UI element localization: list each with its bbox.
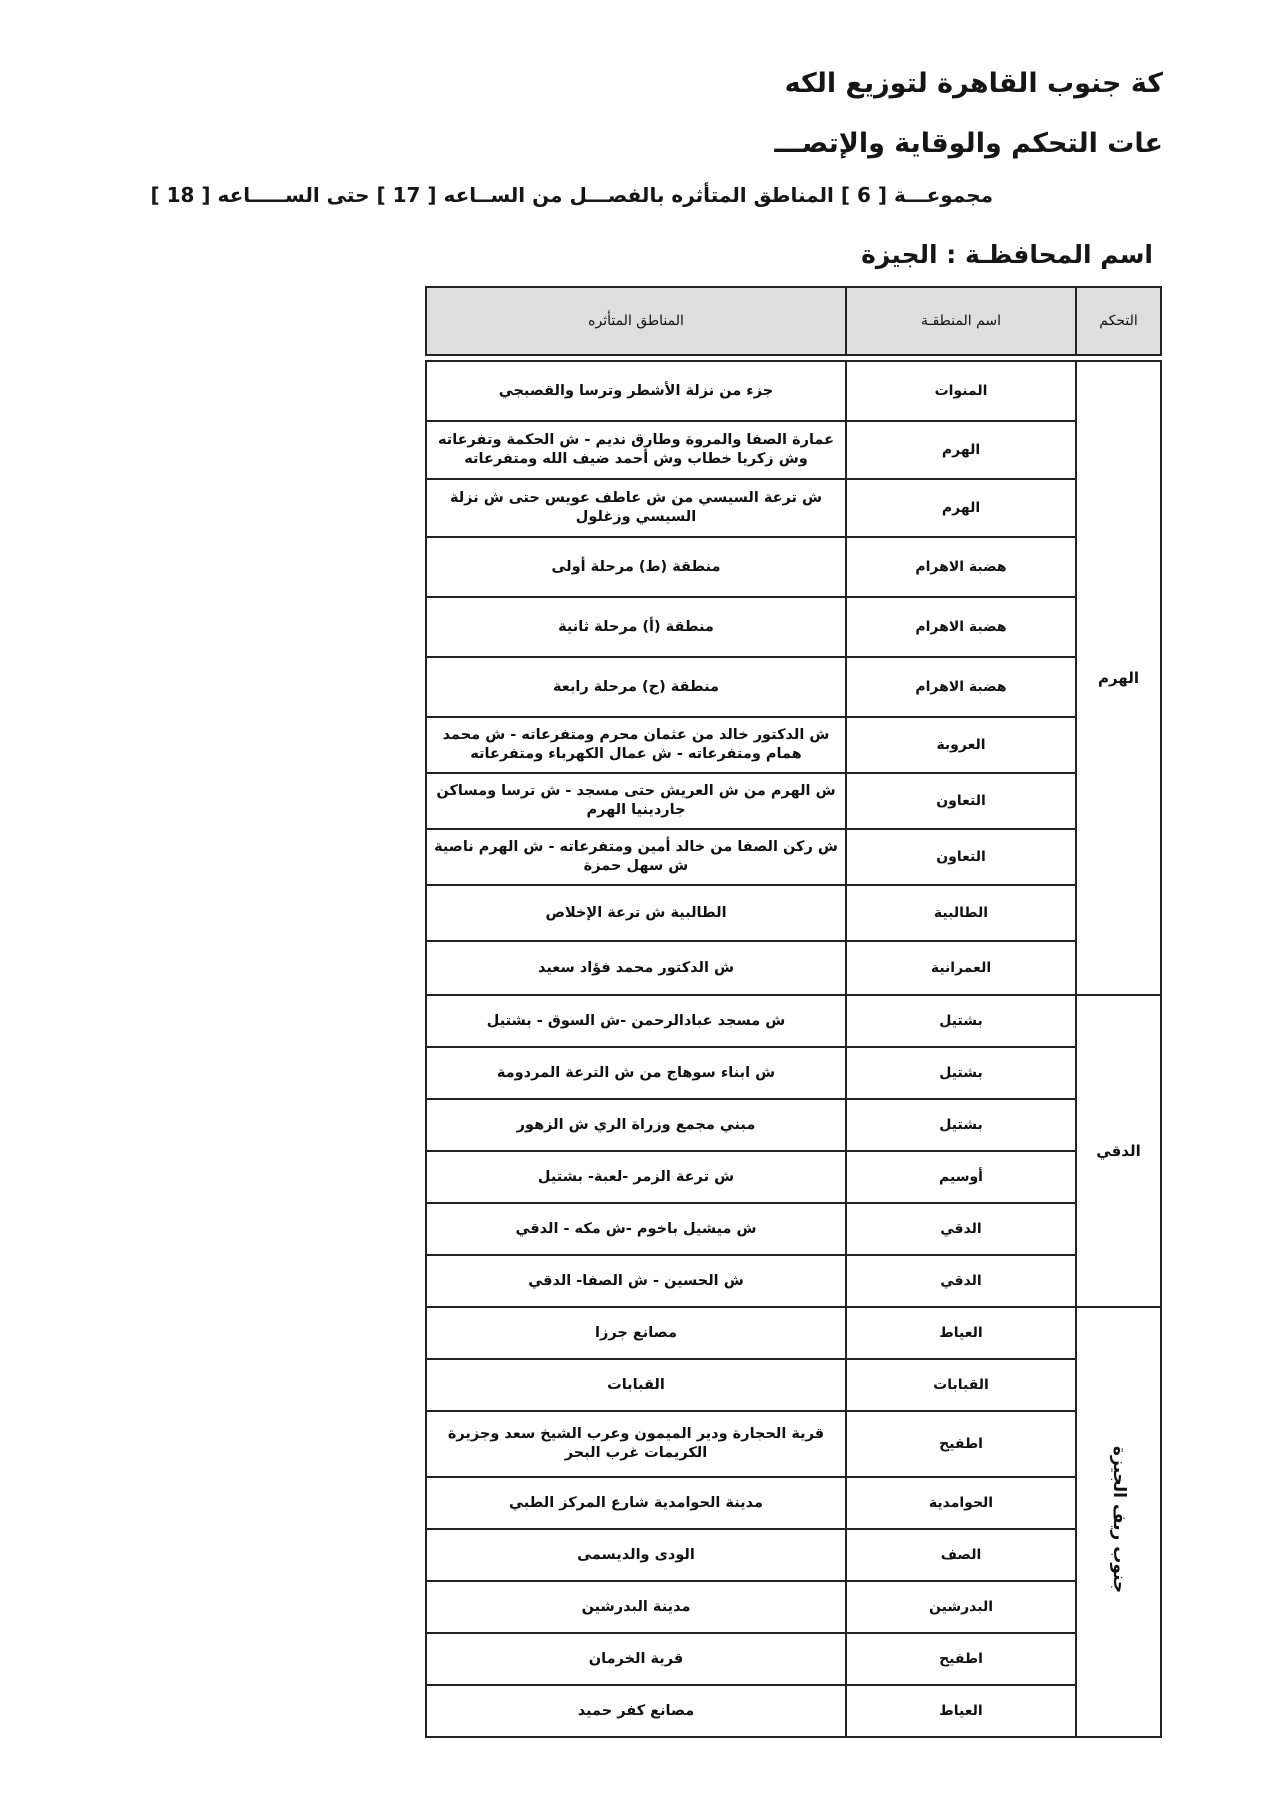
table-row — [426, 995, 1161, 1047]
area-name-cell: التعاون — [846, 829, 1076, 885]
sector-name: عات التحكم والوقاية والإتصـــ — [774, 128, 1163, 159]
table-row — [426, 1099, 1161, 1151]
affected-areas-cell: ش الحسين - ش الصفا- الدقي — [426, 1255, 846, 1307]
affected-areas-cell: مدينة البدرشين — [426, 1581, 846, 1633]
table-row — [426, 1529, 1161, 1581]
area-name-cell: بشتيل — [846, 995, 1076, 1047]
area-name-cell: البدرشين — [846, 1581, 1076, 1633]
table-row — [426, 829, 1161, 885]
affected-areas-cell: منطقة (ح) مرحلة رابعة — [426, 657, 846, 717]
affected-areas-cell: ش ميشيل باخوم -ش مكه - الدقي — [426, 1203, 846, 1255]
affected-areas-cell: منطقة (أ) مرحلة ثانية — [426, 597, 846, 657]
affected-areas-cell: ش الدكتور خالد من عثمان محرم ومتفرعاته - ش محمد همام ومتفرعاته - ش عمال الكهرباء ومتفرعاته — [426, 717, 846, 773]
table-row — [426, 1255, 1161, 1307]
table-row — [426, 597, 1161, 657]
area-name-cell: أوسيم — [846, 1151, 1076, 1203]
control-sector-cell — [1076, 361, 1161, 995]
affected-areas-cell: مدينة الحوامدية شارع المركز الطبي — [426, 1477, 846, 1529]
column-header-area: اسم المنطقـة — [846, 287, 1076, 355]
area-name-cell: بشتيل — [846, 1047, 1076, 1099]
control-sector-cell — [1076, 995, 1161, 1307]
table-row — [426, 1359, 1161, 1411]
table-row — [426, 1633, 1161, 1685]
affected-areas-cell: مبني مجمع وزراة الري ش الزهور — [426, 1099, 846, 1151]
table-row — [426, 1477, 1161, 1529]
area-name-cell: الصف — [846, 1529, 1076, 1581]
affected-areas-cell: ش مسجد عبادالرحمن -ش السوق - بشتيل — [426, 995, 846, 1047]
table-row — [426, 421, 1161, 479]
area-name-cell: العياط — [846, 1307, 1076, 1359]
table-row — [426, 885, 1161, 941]
area-name-cell: هضبة الاهرام — [846, 597, 1076, 657]
affected-areas-cell: مصانع كفر حميد — [426, 1685, 846, 1737]
column-header-affected: المناطق المتأثره — [426, 287, 846, 355]
affected-areas-cell: جزء من نزلة الأشطر وترسا والقصبجي — [426, 361, 846, 421]
affected-areas-cell: عمارة الصفا والمروة وطارق نديم - ش الحكمة وتفرعاته وش زكريا خطاب وش أحمد ضيف الله ومتفرعاته — [426, 421, 846, 479]
area-name-cell: الدقي — [846, 1255, 1076, 1307]
area-name-cell: الدقي — [846, 1203, 1076, 1255]
area-name-cell: بشتيل — [846, 1099, 1076, 1151]
table-row — [426, 1151, 1161, 1203]
area-name-cell: التعاون — [846, 773, 1076, 829]
control-sector-label: الهرم — [1097, 668, 1139, 687]
table-row — [426, 479, 1161, 537]
area-name-cell: هضبة الاهرام — [846, 537, 1076, 597]
area-name-cell: العياط — [846, 1685, 1076, 1737]
affected-areas-cell: منطقة (ط) مرحلة أولى — [426, 537, 846, 597]
table-row — [426, 1685, 1161, 1737]
affected-areas-cell: ش ابناء سوهاج من ش الترعة المردومة — [426, 1047, 846, 1099]
affected-areas-cell: قرية الحجارة ودير الميمون وعرب الشيخ سعد وجزيرة الكريمات غرب البحر — [426, 1411, 846, 1477]
control-sector-label: الدقي — [1096, 1141, 1141, 1160]
table-row — [426, 657, 1161, 717]
table-row — [426, 361, 1161, 421]
control-sector-cell — [1076, 1307, 1161, 1737]
affected-areas-cell: قرية الخرمان — [426, 1633, 846, 1685]
area-name-cell: الهرم — [846, 479, 1076, 537]
table-row — [426, 773, 1161, 829]
table-row — [426, 1203, 1161, 1255]
area-name-cell: اطفيح — [846, 1633, 1076, 1685]
area-name-cell: الحوامدية — [846, 1477, 1076, 1529]
area-name-cell: الهرم — [846, 421, 1076, 479]
affected-areas-cell: ش ترعة الزمر -لعبة- بشتيل — [426, 1151, 846, 1203]
column-header-control: التحكم — [1076, 287, 1161, 355]
table-row — [426, 717, 1161, 773]
area-name-cell: القبابات — [846, 1359, 1076, 1411]
outage-table — [425, 286, 1162, 1738]
affected-areas-cell: ش الهرم من ش العريش حتى مسجد - ش ترسا ومساكن جاردينيا الهرم — [426, 773, 846, 829]
table-row — [426, 1307, 1161, 1359]
area-name-cell: العروبة — [846, 717, 1076, 773]
area-name-cell: العمرانية — [846, 941, 1076, 995]
affected-areas-cell: ش ترعة السيسي من ش عاطف عويس حتى ش نزلة السيسي وزغلول — [426, 479, 846, 537]
area-name-cell: المنوات — [846, 361, 1076, 421]
area-name-cell: اطفيح — [846, 1411, 1076, 1477]
affected-areas-cell: ش ركن الصفا من خالد أمين ومتفرعاته - ش الهرم ناصية ش سهل حمزة — [426, 829, 846, 885]
affected-areas-cell: الودى والديسمى — [426, 1529, 846, 1581]
table-row — [426, 1581, 1161, 1633]
area-name-cell: هضبة الاهرام — [846, 657, 1076, 717]
table-row — [426, 537, 1161, 597]
affected-areas-cell: القبابات — [426, 1359, 846, 1411]
table-header-row — [426, 287, 1161, 355]
affected-areas-cell: الطالبية ش ترعة الإخلاص — [426, 885, 846, 941]
affected-areas-cell: ش الدكتور محمد فؤاد سعيد — [426, 941, 846, 995]
governorate-title: اسم المحافظـة : الجيزة — [861, 240, 1153, 269]
affected-areas-cell: مصانع جرزا — [426, 1307, 846, 1359]
control-sector-label: جنوب ريف الجيزة — [1109, 1445, 1129, 1594]
area-name-cell: الطالبية — [846, 885, 1076, 941]
table-row — [426, 1411, 1161, 1477]
table-body — [426, 355, 1161, 1737]
outage-group-title: مجموعـــة [ 6 ] المناطق المتأثره بالفصـــل من الســاعه [ 17 ] حتى الســـــاعه [ 18 ] — [150, 183, 993, 207]
table-row — [426, 941, 1161, 995]
company-name: كة جنوب القاهرة لتوزيع الكه — [784, 68, 1163, 99]
table-row — [426, 1047, 1161, 1099]
